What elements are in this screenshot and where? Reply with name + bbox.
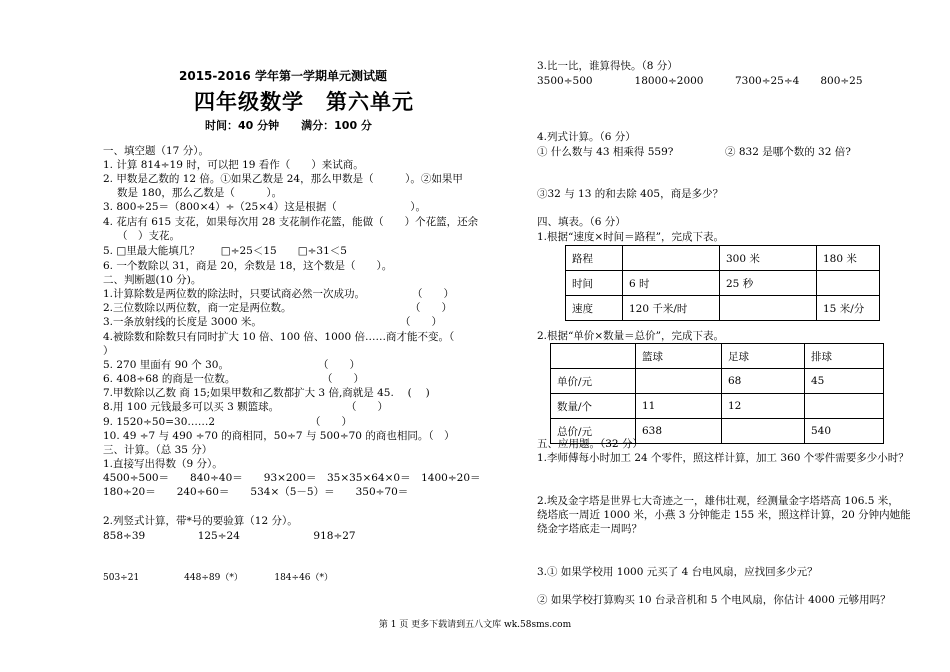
- judge-q6-bracket: （ ）: [322, 373, 364, 385]
- judge-q3-bracket: （ ）: [400, 316, 442, 328]
- apply-q3a: 3.① 如果学校用 1000 元买了 4 台电风扇，应找回多少元？: [537, 566, 818, 578]
- table-cell: 68: [722, 369, 805, 394]
- section5-title: 五、应用题。（32 分）: [537, 438, 643, 450]
- table-row: [551, 369, 884, 394]
- table-cell: 时间: [566, 271, 623, 296]
- table-cell: 数量/个: [551, 394, 636, 419]
- calc1-title: 1.直接写出得数（9 分）。: [103, 458, 223, 470]
- judge-q9-bracket: （ ）: [310, 416, 352, 428]
- judge-q5: 5. 270 里面有 90 个 30。: [103, 359, 229, 371]
- fill-q2-cont: 数是 180，那么乙数是（ ）。: [117, 187, 283, 199]
- table-cell: 25 秒: [720, 271, 817, 296]
- formula-q3: ③32 与 13 的和去除 405，商是多少？: [537, 188, 724, 200]
- table-cell: [623, 246, 720, 271]
- table1-title: 1.根据“速度×时间＝路程”，完成下表。: [537, 231, 725, 243]
- fill-q6: 6. 一个数除以 31，商是 20，余数是 18，这个数是（ ）。: [103, 260, 393, 272]
- table-cell: [722, 419, 805, 444]
- formula-q2: ② 832 是哪个数的 32 倍?: [725, 146, 851, 158]
- formula-title: 4.列式计算。（6 分）: [537, 131, 636, 143]
- table-cell: 540: [805, 419, 884, 444]
- compare-row: 3500÷500 18000÷2000 7300÷25÷4 800÷25: [537, 75, 863, 87]
- fill-q5: 5. □里最大能填几？ □÷25＜15 □÷31＜5: [103, 245, 347, 257]
- table-row: [551, 394, 884, 419]
- table-cell: [636, 369, 722, 394]
- judge-q7: 7.甲数除以乙数 商 15;如果甲数和乙数都扩大 3 倍,商就是 45. ( ): [103, 387, 430, 399]
- judge-q1-bracket: （ ）: [412, 288, 454, 300]
- calc2-row1: 858÷39 125÷24 918÷27: [103, 530, 356, 542]
- table-cell: 6 时: [623, 271, 720, 296]
- table2-title: 2.根据“单价×数量＝总价”，完成下表。: [537, 330, 725, 342]
- formula-q1: ① 什么数与 43 相乘得 559?: [537, 146, 674, 158]
- table-cell: 排球: [805, 344, 884, 369]
- apply-q2-line2: 绕塔底一周近 1000 米，小燕 3 分钟能走 155 米，照这样计算，20 分钟内她能: [537, 509, 911, 521]
- judge-q5-bracket: （ ）: [318, 359, 360, 371]
- table-cell: [805, 394, 884, 419]
- table-cell: 11: [636, 394, 722, 419]
- table-cell: 180 米: [817, 246, 880, 271]
- judge-q4-cont: ）: [103, 345, 114, 357]
- table-cell: 12: [722, 394, 805, 419]
- section2-title: 二、判断题(10 分)。: [103, 274, 202, 286]
- calc1-row2: 180÷20＝ 240÷60＝ 534×（5－5）＝ 350÷70＝: [103, 486, 409, 498]
- calc2-title: 2.列竖式计算，带*号的要验算（12 分）。: [103, 515, 298, 527]
- fill-q4-cont: （ ）支花。: [117, 230, 180, 242]
- judge-q6: 6. 408÷68 的商是一位数。: [103, 373, 236, 385]
- table-cell: [817, 271, 880, 296]
- table-row: [566, 246, 880, 271]
- fill-q2: 2. 甲数是乙数的 12 倍。①如果乙数是 24，那么甲数是（ ）。②如果甲: [103, 173, 463, 185]
- fill-q3: 3. 800÷25＝（800×4）÷（25×4）这是根据（ ）。: [103, 201, 426, 213]
- section3-title: 三、计算。（总 35 分）: [103, 444, 213, 456]
- judge-q8-bracket: （ ）: [346, 401, 388, 413]
- section1-title: 一、填空题（17 分）。: [103, 145, 209, 157]
- apply-q2: 2.埃及金字塔是世界七大奇迹之一，雄伟壮观，经测量金字塔塔高 106.5 米，: [537, 495, 899, 507]
- section4-title: 四、填表。（6 分）: [537, 216, 626, 228]
- table-row: [566, 271, 880, 296]
- judge-q3: 3.一条放射线的长度是 3000 米。: [103, 316, 262, 328]
- table-row: [551, 344, 884, 369]
- price-table: [550, 343, 884, 444]
- table-cell: 45: [805, 369, 884, 394]
- table-cell: [551, 344, 636, 369]
- speed-table: [565, 245, 880, 321]
- table-cell: 120 千米/时: [623, 296, 720, 321]
- table-cell: 足球: [722, 344, 805, 369]
- calc1-row1: 4500÷500＝ 840÷40＝ 93×200＝ 35×35×64×0＝ 1400÷20＝: [103, 472, 481, 484]
- table-cell: 300 米: [720, 246, 817, 271]
- subject-title: 四年级数学 第六单元: [194, 90, 414, 114]
- apply-q1: 1.李师傅每小时加工 24 个零件，照这样计算，加工 360 个零件需要多少小时？: [537, 452, 909, 464]
- judge-q2: 2.三位数除以两位数，商一定是两位数。: [103, 302, 292, 314]
- page-footer: 第 1 页 更多下载请到五八文库 wk.58sms.com: [378, 620, 572, 630]
- judge-q4: 4.被除数和除数只有同时扩大 10 倍、100 倍、1000 倍……商才能不变。（: [103, 331, 455, 343]
- fill-q4: 4. 花店有 615 支花，如果每次用 28 支花制作花篮，能做（ ）个花篮，还余: [103, 216, 479, 228]
- apply-q3b: ② 如果学校打算购买 10 台录音机和 5 个电风扇，你估计 4000 元够用吗？: [537, 594, 891, 606]
- table-cell: 总价/元: [551, 419, 636, 444]
- fill-q1: 1. 计算 814÷19 时，可以把 19 看作（ ）来试商。: [103, 159, 364, 171]
- table-cell: 路程: [566, 246, 623, 271]
- judge-q10: 10. 49 ÷7 与 490 ÷70 的商相同，50÷7 与 500÷70 的商也相同。（ ）: [103, 430, 455, 442]
- table-cell: 速度: [566, 296, 623, 321]
- judge-q1: 1.计算除数是两位数的除法时，只要试商必然一次成功。: [103, 288, 366, 300]
- table-cell: 15 米/分: [817, 296, 880, 321]
- exam-title: 2015-2016 学年第一学期单元测试题: [179, 69, 387, 83]
- calc2-row2: 503÷21 448÷89（*） 184÷46（*）: [103, 573, 334, 583]
- table-cell: 单价/元: [551, 369, 636, 394]
- table-cell: 篮球: [636, 344, 722, 369]
- judge-q8: 8.用 100 元钱最多可以买 3 颗篮球。: [103, 401, 280, 413]
- apply-q2-line3: 绕金字塔底走一周吗？: [537, 523, 642, 535]
- judge-q9: 9. 1520÷50=30……2: [103, 416, 216, 428]
- table-cell: [720, 296, 817, 321]
- table-row: [566, 296, 880, 321]
- compare-title: 3.比一比，谁算得快。（8 分）: [537, 60, 678, 72]
- table-cell: 638: [636, 419, 722, 444]
- judge-q2-bracket: （ ）: [410, 302, 452, 314]
- time-score: 时间：40 分钟 满分：100 分: [205, 119, 372, 132]
